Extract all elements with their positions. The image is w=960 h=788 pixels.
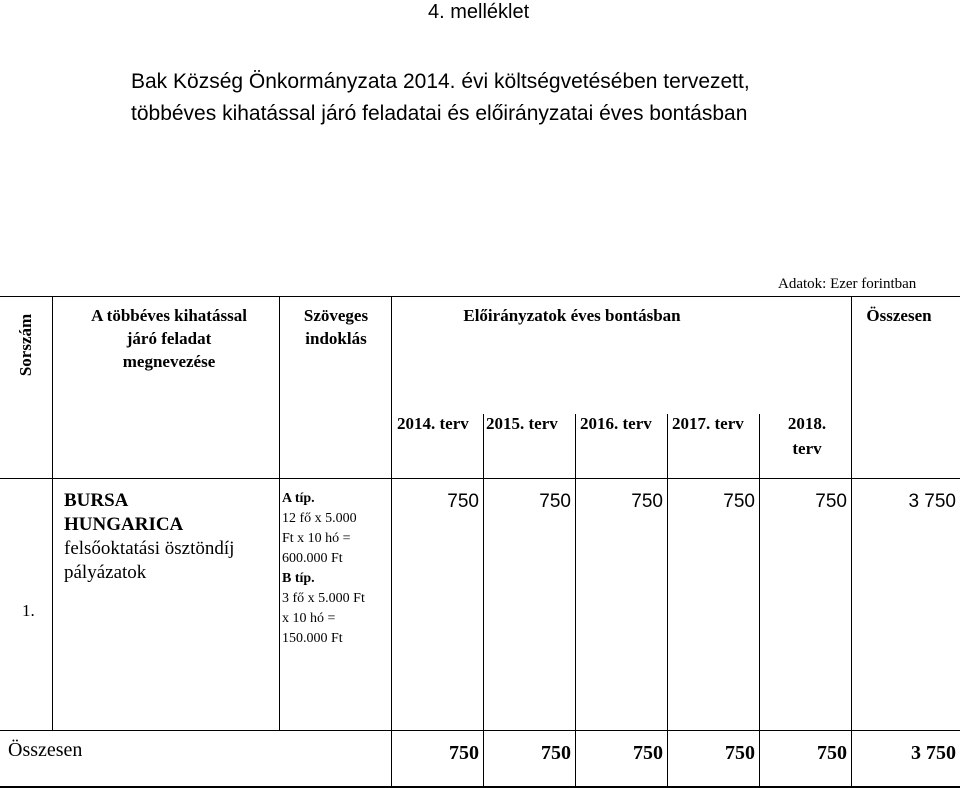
total-2014: 750	[449, 742, 479, 764]
column-header-breakdown: Előirányzatok éves bontásban	[463, 306, 681, 325]
total-2017: 750	[725, 742, 755, 764]
column-header-total: Összesen	[866, 306, 932, 325]
column-header-text: Szöveges indoklás	[303, 306, 369, 348]
row-value-2014: 750	[447, 491, 479, 512]
total-2015: 750	[541, 742, 571, 764]
total-2018: 750	[817, 742, 847, 764]
row-value-total: 3 750	[908, 491, 956, 512]
unit-note: Adatok: Ezer forintban	[778, 276, 917, 292]
year-2017: 2017. terv	[672, 414, 744, 433]
year-2016: 2016. terv	[580, 414, 652, 433]
row-value-2017: 750	[723, 491, 755, 512]
document-title-line-2: többéves kihatással járó feladatai és előirányzatai éves bontásban	[131, 102, 748, 125]
total-overall: 3 750	[911, 742, 956, 764]
year-2014: 2014. terv	[397, 414, 469, 433]
total-2016: 750	[633, 742, 663, 764]
task-name: BURSA HUNGARICA felsőoktatási ösztöndíj pályázatok	[64, 490, 235, 583]
row-number: 1.	[22, 601, 35, 620]
task-justification: A típ. 12 fő x 5.000 Ft x 10 hó = 600.000 Ft B típ. 3 fő x 5.000 Ft x 10 hó = 150.000 Ft	[282, 491, 365, 646]
document-title-line-1: Bak Község Önkormányzata 2014. évi költségvetésében tervezett,	[131, 70, 750, 93]
year-2018: 2018. terv	[787, 414, 827, 458]
column-header-task: A többéves kihatással járó feladat megnevezése	[91, 306, 247, 371]
year-2015: 2015. terv	[486, 414, 558, 433]
total-row-label: Összesen	[8, 739, 83, 761]
row-value-2015: 750	[539, 491, 571, 512]
column-header-sorszam: Sorszám	[16, 313, 36, 376]
row-value-2018: 750	[815, 491, 847, 512]
row-value-2016: 750	[631, 491, 663, 512]
